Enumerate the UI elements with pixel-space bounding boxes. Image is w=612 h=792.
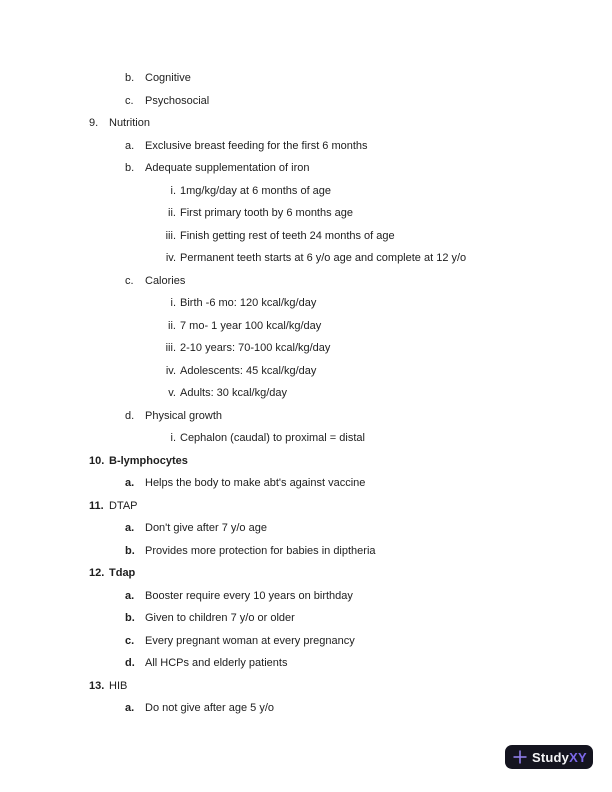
list-marker: b.: [125, 544, 135, 557]
list-item: [0, 450, 612, 473]
list-item-text: Permanent teeth starts at 6 y/o age and complete at 12 y/o: [180, 252, 467, 264]
list-item-text: All HCPs and elderly patients: [145, 657, 288, 669]
list-item: [0, 540, 612, 563]
list-marker: 10.: [89, 454, 105, 467]
list-item-text: Adequate supplementation of iron: [145, 162, 310, 174]
list-item: [0, 337, 612, 360]
list-item: [0, 247, 612, 270]
list-item: [0, 675, 612, 698]
list-item: [0, 405, 612, 428]
logo-text: [532, 751, 587, 764]
document-body: [0, 67, 612, 720]
list-marker: b.: [125, 72, 135, 84]
plus-icon: [513, 750, 527, 764]
studyxy-logo: [505, 745, 593, 769]
list-item-text: 7 mo- 1 year 100 kcal/kg/day: [180, 319, 322, 332]
list-item-text: Exclusive breast feeding for the first 6 months: [145, 139, 368, 152]
list-item-text: Every pregnant woman at every pregnancy: [145, 634, 355, 647]
list-marker: ii.: [168, 319, 176, 332]
list-item: [0, 67, 612, 90]
list-marker: c.: [125, 274, 134, 287]
list-item-text: DTAP: [109, 499, 138, 512]
list-item-text: Physical growth: [145, 409, 223, 422]
list-item: [0, 495, 612, 518]
list-item: [0, 180, 612, 203]
list-marker: i.: [170, 297, 176, 309]
list-item-text: Adults: 30 kcal/kg/day: [180, 387, 288, 399]
list-item-text: Nutrition: [109, 117, 150, 129]
list-item-text: First primary tooth by 6 months age: [180, 207, 354, 219]
list-item: [0, 90, 612, 113]
list-marker: a.: [125, 477, 135, 489]
logo-text-xy: XY: [569, 749, 587, 765]
list-item: [0, 517, 612, 540]
list-item-text: 2-10 years: 70-100 kcal/kg/day: [180, 342, 331, 354]
list-item: [0, 202, 612, 225]
list-item: [0, 652, 612, 675]
list-item-text: Psychosocial: [145, 94, 210, 107]
list-marker: 12.: [89, 567, 105, 579]
list-item-text: Birth -6 mo: 120 kcal/kg/day: [180, 297, 317, 309]
list-marker: i.: [170, 184, 176, 197]
list-marker: a.: [125, 522, 135, 534]
list-item-text: Do not give after age 5 y/o: [145, 702, 275, 714]
list-item: [0, 697, 612, 720]
list-item: [0, 360, 612, 383]
list-marker: 11.: [89, 499, 104, 512]
list-marker: b.: [125, 612, 135, 624]
list-item: [0, 427, 612, 450]
list-item: [0, 225, 612, 248]
list-marker: i.: [170, 432, 176, 444]
list-item: [0, 585, 612, 608]
list-item: [0, 270, 612, 293]
list-marker: iv.: [165, 252, 176, 264]
list-item-text: Finish getting rest of teeth 24 months of age: [180, 229, 395, 242]
list-marker: c.: [125, 634, 135, 647]
list-item: [0, 292, 612, 315]
list-item: [0, 315, 612, 338]
list-marker: 9.: [89, 117, 99, 129]
list-item-text: Adolescents: 45 kcal/kg/day: [180, 364, 317, 377]
list-marker: ii.: [168, 207, 176, 219]
list-item: [0, 607, 612, 630]
list-item-text: HIB: [109, 679, 128, 692]
list-marker: a.: [125, 702, 135, 714]
list-item: [0, 157, 612, 180]
list-marker: a.: [125, 589, 135, 602]
list-marker: iii.: [165, 229, 176, 242]
list-item-text: Provides more protection for babies in diptheria: [145, 544, 376, 557]
list-marker: d.: [125, 657, 135, 669]
list-item-text: Helps the body to make abt's against vaccine: [145, 477, 366, 489]
list-item: [0, 135, 612, 158]
list-item-text: Booster require every 10 years on birthday: [145, 589, 353, 602]
logo-text-study: Study: [532, 749, 570, 765]
list-item-text: Cognitive: [145, 72, 191, 84]
list-marker: iv.: [165, 364, 176, 377]
list-item: [0, 472, 612, 495]
list-marker: iii.: [165, 342, 176, 354]
list-item-text: Calories: [145, 274, 186, 287]
list-item-text: 1mg/kg/day at 6 months of age: [180, 184, 332, 197]
list-marker: v.: [168, 387, 176, 399]
list-marker: 13.: [89, 679, 105, 692]
list-marker: c.: [125, 94, 134, 107]
list-item-text: Cephalon (caudal) to proximal = distal: [180, 432, 365, 444]
list-item: [0, 562, 612, 585]
list-marker: b.: [125, 162, 135, 174]
list-item: [0, 630, 612, 653]
list-item-text: B-lymphocytes: [109, 454, 188, 467]
list-item: [0, 112, 612, 135]
list-item-text: Don't give after 7 y/o age: [145, 522, 267, 534]
list-item: [0, 382, 612, 405]
list-item-text: Tdap: [109, 567, 136, 579]
list-item-text: Given to children 7 y/o or older: [145, 612, 295, 624]
list-marker: d.: [125, 409, 135, 422]
list-marker: a.: [125, 139, 135, 152]
